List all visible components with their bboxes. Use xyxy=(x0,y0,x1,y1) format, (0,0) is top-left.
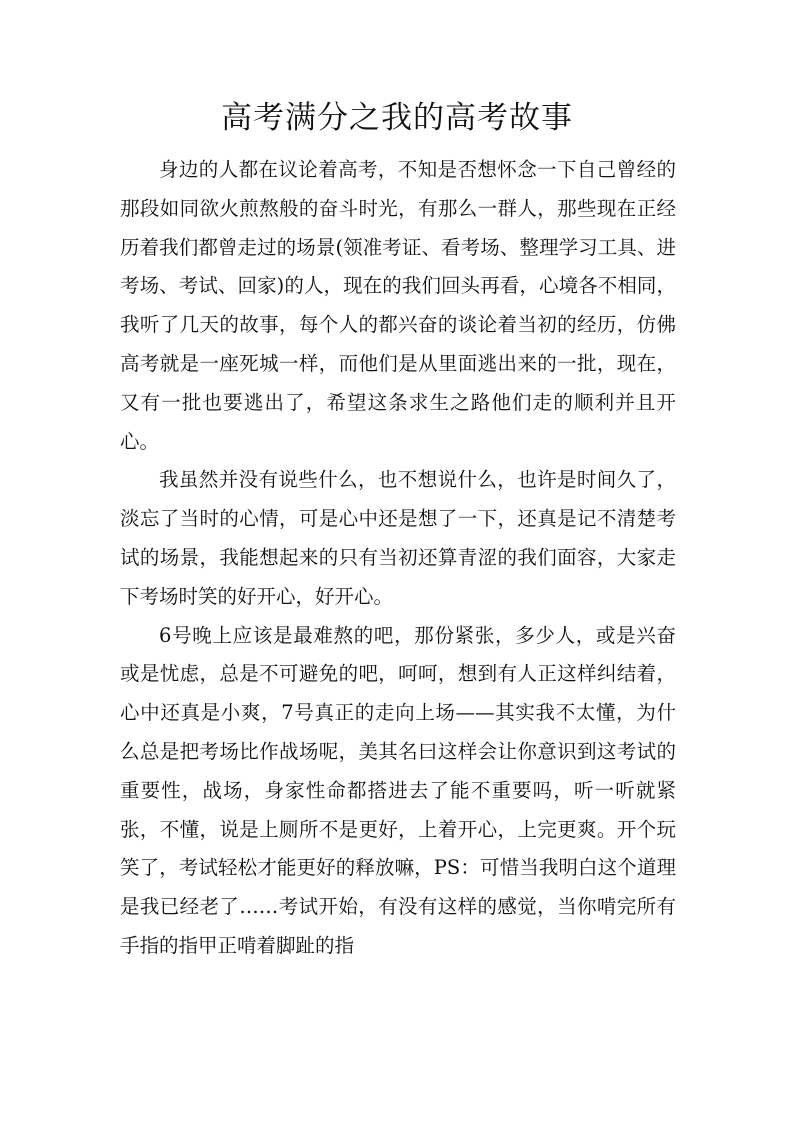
document-body xyxy=(120,151,676,966)
paragraph-2: 我虽然并没有说些什么，也不想说什么，也许是时间久了，淡忘了当时的心情，可是心中还是想了一下，还真是记不清楚考试的场景，我能想起来的只有当初还算青涩的我们面容，大家走下考场时笑的好开心，好开心。 xyxy=(120,468,676,608)
document-title: 高考满分之我的高考故事 xyxy=(221,100,573,136)
paragraph-3: 6号晚上应该是最难熬的吧，那份紧张，多少人，或是兴奋或是忧虑，总是不可避免的吧，呵呵，想到有人正这样纠结着，心中还真是小爽，7号真正的走向上场——其实我不太懂，为什么总是把考场比作战场呢，美其名曰这样会让你意识到这考试的重要性，战场，身家性命都搭进去了能不重要吗，听一听就紧张，不懂，说是上厕所不是更好，上着开心，上完更爽。开个玩笑了，考试轻松才能更好的释放嘛，PS：可惜当我明白这个道理是我已经老了……考试开始，有没有这样的感觉，当你啃完所有手指的指甲正啃着脚趾的指 xyxy=(120,623,676,957)
paragraph-1: 身边的人都在议论着高考，不知是否想怀念一下自己曾经的那段如同欲火煎熬般的奋斗时光，有那么一群人，那些现在正经历着我们都曾走过的场景(领准考证、看考场、整理学习工具、进考场、考试、回家)的人，现在的我们回头再看，心境各不相同，我听了几天的故事，每个人的都兴奋的谈论着当初的经历，仿佛高考就是一座死城一样，而他们是从里面逃出来的一批，现在，又有一批也要逃出了，希望这条求生之路他们走的顺利并且开心。 xyxy=(120,158,676,453)
